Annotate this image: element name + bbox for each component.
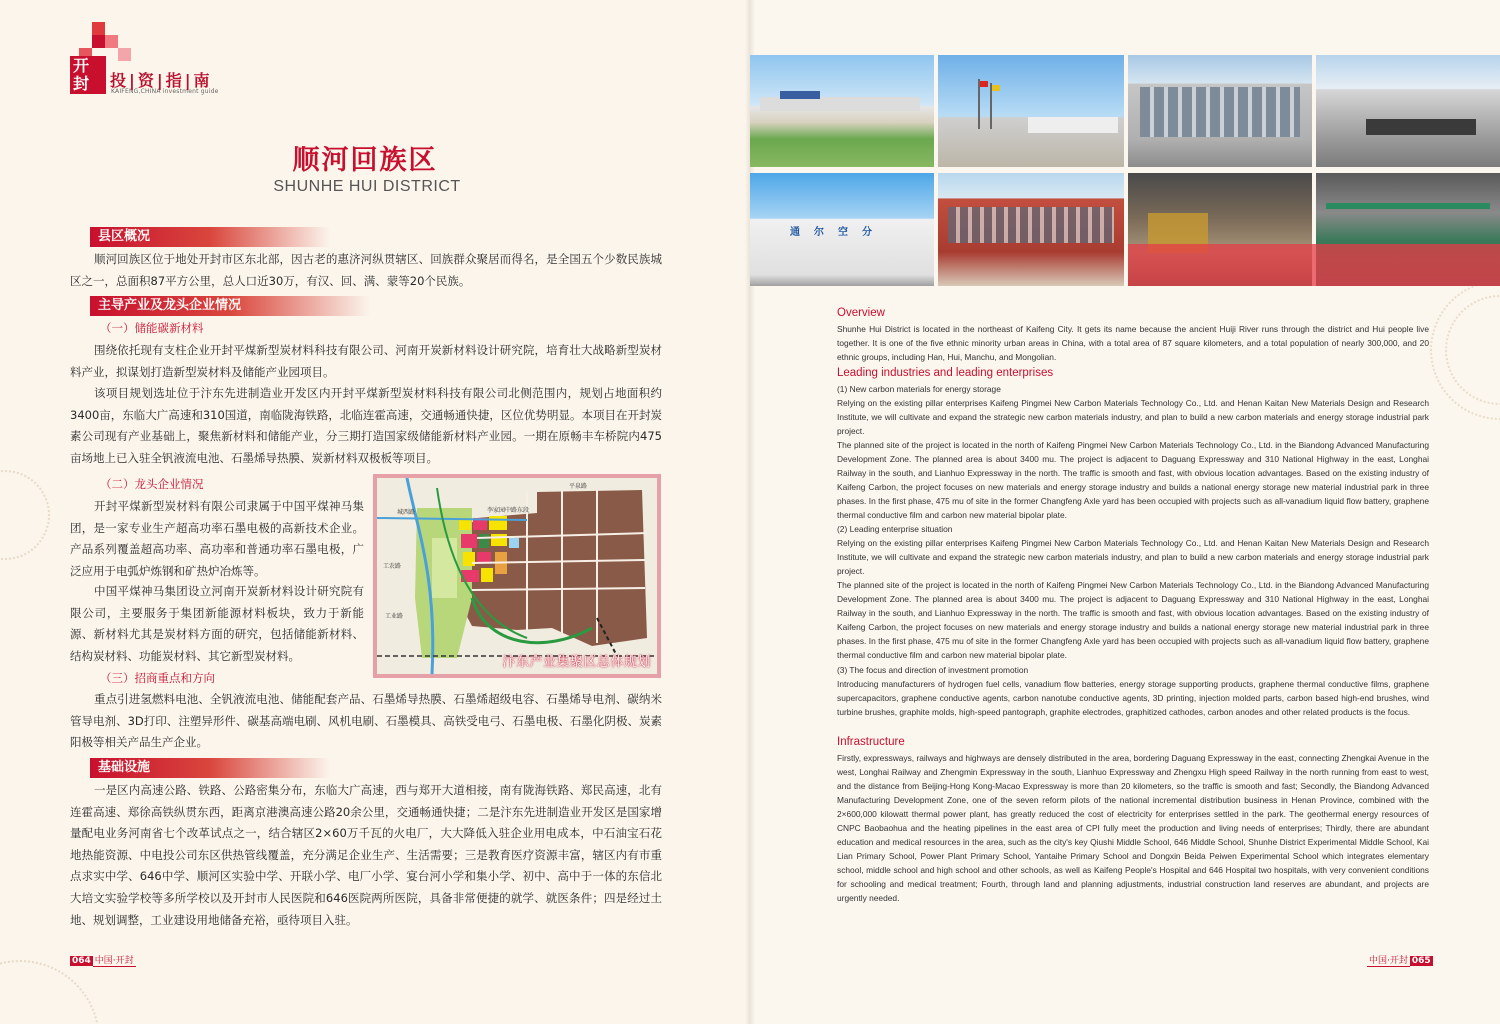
en-subheading-1: (1) New carbon materials for energy storage <box>837 384 1001 394</box>
map-caption: 汴东产业集聚区总体规划 <box>502 655 651 670</box>
industry-paragraph-2: 该项目规划选址位于汴东先进制造业开发区内开封平煤新型炭材料科技有限公司北侧范围内，规划占地面积约3400亩，东临大广高速和310国道，南临陇海铁路，北临连霍高速，交通畅通快捷，区位优势明显。本项目在开封炭素公司现有产业基础上，聚焦新材料和储能产业，分三期打造国家级储能新材料产业园。一期在原畅丰车桥院内475亩场地上已入驻全钒液流电池、石墨烯导热膜、炭新材料双极板等项目。 <box>70 386 662 465</box>
photo-flags-plaza <box>938 55 1124 167</box>
en-enterprise-text-2: The planned site of the project is located in the north of Kaifeng Pingmei New Carbon Materials Technology Co., Ltd. in the Biandong Advanced Manufacturing Development Zone. The planned area is about 3400 mu. The project is adjacent to Daguang Expressway and 310 National Highway in the east, Longhai Railway in the south, and Lianhuo Expressway in the north. The traffic is smooth and fast, with obvious location advantages. Based on the existing industry of Kaifeng Carbon, the project focuses on new materials and energy storage industry and builds a national energy storage new material industrial park in three phases. In the first phase, 475 mu of site in the former Changfeng Axle yard has been occupied with projects such as all-vanadium liquid flow battery, graphene thermal conductive film and carbon new material bipolar plate. <box>837 580 1429 660</box>
en-subheading-2: (2) Leading enterprise situation <box>837 524 953 534</box>
overview-paragraph: 顺河回族区位于地处开封市区东北部，因古老的惠济河纵贯辖区、回族群众聚居而得名，是全国五个少数民族城区之一，总面积87平方公里，总人口近30万，有汉、回、满、蒙等20个民族。 <box>70 252 662 288</box>
folio-label: 中国·开封 <box>93 953 136 967</box>
subheading-leading-enterprise: （二）龙头企业情况 <box>100 477 204 491</box>
section-heading-overview: 县区概况 <box>90 227 330 247</box>
en-heading-infrastructure: Infrastructure <box>837 736 905 748</box>
subheading-energy-carbon: （一）储能碳新材料 <box>100 321 204 335</box>
infrastructure-paragraph: 一是区内高速公路、铁路、公路密集分布，东临大广高速，西与郑开大道相接，南有陇海铁路、郑民高速，北有连霍高速、郑徐高铁纵贯东西，距离京港澳高速公路20余公里，交通畅通快捷；二是汴东先进制造业开发区是国家增量配电业务河南省七个改革试点之一，结合辖区2×60万千瓦的火电厂，大大降低入驻企业用电成本，中石油宝石花地热能资源、中电投公司东区供热管线覆盖，充分满足企业生产、生活需要；三是教育医疗资源丰富，辖区内有市重点求实中学、646中学、顺河区实验中学、开联小学、电厂小学、宴台河小学和集小学、初中、高中于一体的东信北大培文实验学校等多所学校以及开封市人民医院和646医院两所医院，具备非常便捷的就学、就医条件；四是经过土地、规划调整，工业建设用地储备充裕，亟待项目入驻。 <box>70 783 662 927</box>
photo-red-band <box>1128 244 1500 286</box>
map-label: 李家园中路东段 <box>487 507 530 514</box>
en-heading-overview: Overview <box>837 307 885 319</box>
subheading-investment-focus: （三）招商重点和方向 <box>100 671 215 685</box>
photo-office-building <box>1128 55 1312 167</box>
folio-label: 中国·开封 <box>1367 953 1410 967</box>
folio-left <box>70 953 136 967</box>
folio-right <box>1367 953 1433 967</box>
photo-factory-campus <box>750 55 934 167</box>
planning-map-graphic <box>377 478 657 674</box>
photo-sign-text: 分 <box>862 227 886 238</box>
photo-company-gate <box>1316 55 1500 167</box>
en-industry-text-1: Relying on the existing pillar enterprises Kaifeng Pingmei New Carbon Materials Technology Co., Ltd. and Henan Kaitan New Materials Design and Research Institute, we will cultivate and expand the strategic new carbon materials industry, and plan to build a new carbon materials and energy storage industrial park project. <box>837 398 1429 436</box>
en-heading-industries: Leading industries and leading enterprises <box>837 367 1054 379</box>
en-enterprise-text-1: Relying on the existing pillar enterprises Kaifeng Pingmei New Carbon Materials Technology Co., Ltd. and Henan Kaitan New Materials Design and Research Institute, we will cultivate and expand the strategic new carbon materials industry, and plan to build a new carbon materials and energy storage industrial park project. <box>837 538 1429 576</box>
photo-sign-text: 尔 <box>814 227 838 238</box>
page-number: 064 <box>72 956 91 966</box>
section-heading-industry: 主导产业及龙头企业情况 <box>90 296 370 316</box>
investment-paragraph: 重点引进氢燃料电池、全钒液流电池、储能配套产品、石墨烯导热膜、石墨烯超级电容、石墨烯导电剂、碳纳米管导电剂、3D打印、注塑异形件、碳基高端电刷、风机电刷、石墨模具、高铁受电弓、石墨电极、石墨化阴极、炭素阳极等相关产品生产企业。 <box>70 692 662 750</box>
map-label: 工业路 <box>385 613 404 620</box>
photo-school-building <box>938 173 1124 286</box>
photo-sign-text: 通 <box>790 227 814 238</box>
page-subtitle: SHUNHE HUI DISTRICT <box>273 178 461 195</box>
map-label: 城西路 <box>397 509 416 516</box>
en-infrastructure-text: Firstly, expressways, railways and highways are densely distributed in the area, bordering Daguang Expressway in the east, connecting Zhengkai Avenue in the west, Longhai Railway and Zhengmin Expressway in the south, Lianhuo Expressway and Zhengxu High speed Railway in the north running from east to west, and the distance from Beijing-Hong Kong-Macao Expressway is more than 20 kilometers, so the traffic is smooth and fast; Secondly, the Biandong Advanced Manufacturing Development Zone, one of the seven reform pilots of the national incremental distribution business in Henan Province, combined with the 2×600,000 kilowatt thermal power plant, has greatly reduced the cost of electricity for enterprises settled in the park. The geothermal energy resources of CNPC Baobaohua and the heating pipelines in the east area of CPI fully meet the production and living needs of enterprises; Thirdly, there are abundant education and medical resources in the area, such as the city's key Qiushi Middle School, 646 Middle School, Shunhe District Experimental Middle School, Kai Lian Primary School, Power Plant Primary School, Yantaihe Primary School and Dongxin Beida Peiwen Experimental School which integrates elementary school, middle school and high school and other schools, as well as Kaifeng People's Hospital and 646 Hospital two hospitals, with very convenient conditions for schooling and medical treatment; Fourth, through land and planning adjustments, industrial construction land reserves are abundant, and projects are urgently needed. <box>837 753 1429 903</box>
en-investment-text: Introducing manufacturers of hydrogen fuel cells, vanadium flow batteries, energy storage supporting products, graphene thermal conductive films, graphene supercapacitors, graphene conductive agents, carbon nanotube conductive agents, 3D printing, injection molded parts, carbon based high-end brushes, wind turbine brushes, graphite molds, high-speed pantograph, graphite electrodes, graphitized cathodes, carbon anodes and other related products is the focus. <box>837 679 1429 717</box>
enterprise-paragraph-2: 中国平煤神马集团设立河南开炭新材料设计研究院有限公司，主要服务于集团新能源材料板块，致力于新能源、新材料尤其是炭材料方面的研究，包括储能新材料、结构炭材料、功能炭材料、其它新型炭材料。 <box>70 584 364 663</box>
en-overview-text: Shunhe Hui District is located in the northeast of Kaifeng City. It gets its name because the ancient Huiji River runs through the district and Hui people live together. It is one of the five ethnic minority urban areas in China, with a total area of 87 square kilometers, and a total population of nearly 300,000, and 20 ethnic groups, including Han, Hui, Manchu, and Mongolian. <box>837 324 1429 362</box>
logo-mark: 开封 <box>70 56 106 94</box>
industry-paragraph-1: 围绕依托现有支柱企业开封平煤新型炭材料科技有限公司、河南开炭新材料设计研究院，培育壮大战略新型炭材料产业，拟谋划打造新型炭材料及储能产业园项目。 <box>70 343 662 379</box>
page-number: 065 <box>1411 956 1431 966</box>
photo-sign-text: 空 <box>838 227 862 238</box>
planning-map <box>373 474 661 678</box>
photo-blue-sign-building <box>750 173 934 286</box>
map-label: 工农路 <box>383 563 402 570</box>
en-industry-text-2: The planned site of the project is located in the north of Kaifeng Pingmei New Carbon Materials Technology Co., Ltd. in the Biandong Advanced Manufacturing Development Zone. The planned area is about 3400 mu. The project is adjacent to Daguang Expressway and 310 National Highway in the east, Longhai Railway in the south, and Lianhuo Expressway in the north. The traffic is smooth and fast, with obvious location advantages. Based on the existing industry of Kaifeng Carbon, the project focuses on new materials and energy storage industry and builds a national energy storage new material industrial park in three phases. In the first phase, 475 mu of site in the former Changfeng Axle yard has been occupied with projects such as all-vanadium liquid flow battery, graphene thermal conductive film and carbon new material bipolar plate. <box>837 440 1429 520</box>
section-heading-infrastructure: 基础设施 <box>90 758 330 778</box>
map-label: 平泉路 <box>569 483 588 490</box>
page-title: 顺河回族区 <box>292 145 438 176</box>
enterprise-paragraph-1: 开封平煤新型炭材料有限公司隶属于中国平煤神马集团，是一家专业生产超高功率石墨电极的高新技术企业。产品系列覆盖超高功率、高功率和普通功率石墨电极，广泛应用于电弧炉炼钢和矿热炉冶炼等。 <box>70 499 364 578</box>
en-subheading-3: (3) The focus and direction of investment promotion <box>837 665 1029 675</box>
logo-title: 投|资|指|南 <box>110 71 213 90</box>
logo-subtitle: KAIFENG,CHINA investment guide <box>111 88 219 95</box>
